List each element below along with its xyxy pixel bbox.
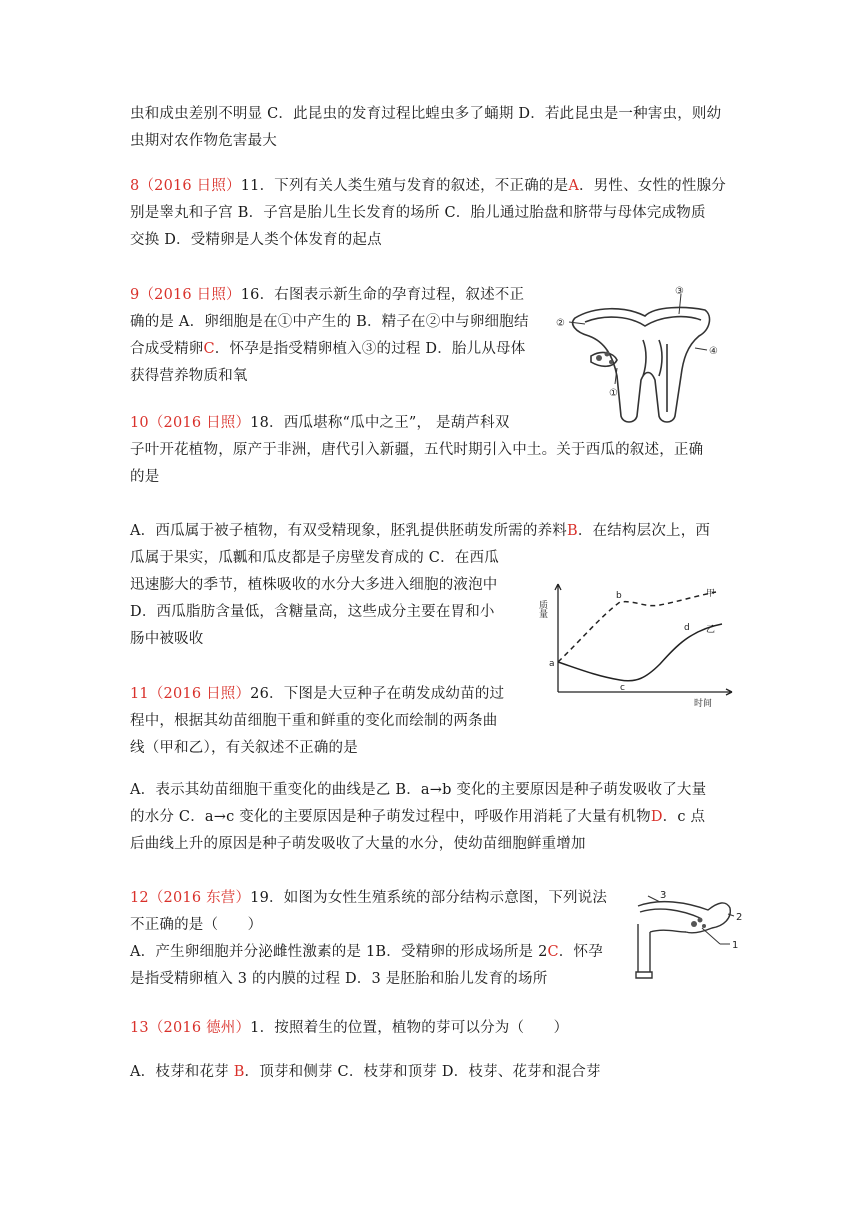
question-number: 8 — [130, 178, 140, 194]
text-line: 程中，根据其幼苗细胞干重和鲜重的变化而绘制的两条曲 — [130, 713, 498, 729]
text-segment: ．男性、女性的性腺分 — [578, 178, 726, 194]
text-line: 交换 D．受精卵是人类个体发育的起点 — [130, 232, 382, 248]
series-yi-curve — [558, 624, 722, 681]
question-13-options — [130, 1059, 601, 1086]
question-8 — [130, 173, 726, 254]
answer-letter: D — [650, 809, 663, 825]
text-segment: A．枝芽和花芽 — [130, 1064, 234, 1080]
text-line: 别是睾丸和子宫 B．子宫是胎儿生长发育的场所 C．胎儿通过胎盘和脐带与母体完成物质 — [130, 205, 706, 221]
text-line: 确的是 A．卵细胞是在①中产生的 B．精子在②中与卵细胞结 — [130, 314, 529, 330]
figure-label: ③ — [675, 286, 684, 297]
text-line: 不正确的是（ ） — [130, 917, 263, 933]
text-line: 迅速膨大的季节，植株吸收的水分大多进入细胞的液泡中 — [130, 577, 498, 593]
question-number: 9 — [130, 287, 140, 303]
text-segment: ．顶芽和侧芽 C．枝芽和顶芽 D．枝芽、花芽和混合芽 — [244, 1064, 601, 1080]
answer-letter: C — [547, 944, 559, 960]
text-segment: 11．下列有关人类生殖与发育的叙述，不正确的是 — [240, 178, 569, 194]
text-line: 肠中被吸收 — [130, 631, 204, 647]
question-source: （2016 日照） — [139, 178, 241, 194]
text-line: 线（甲和乙），有关叙述不正确的是 — [130, 740, 358, 756]
question-source: （2016 东营） — [148, 890, 251, 906]
text-line: 的是 — [130, 469, 160, 485]
question-number: 12 — [130, 890, 149, 906]
question-11 — [130, 681, 504, 762]
text-segment: A．西瓜属于被子植物，有双受精现象，胚乳提供胚萌发所需的养料 — [130, 523, 567, 539]
figure-label: 2 — [736, 912, 743, 923]
figure-label: ① — [609, 388, 618, 399]
figure-label: 3 — [660, 890, 667, 901]
question-source: （2016 日照） — [148, 415, 251, 431]
figure-label: 1 — [732, 940, 739, 951]
question-11-options — [130, 777, 706, 858]
text-segment: 的水分 C．a→c 变化的主要原因是种子萌发过程中，呼吸作用消耗了大量有机物 — [130, 809, 651, 825]
question-number: 11 — [130, 686, 149, 702]
point-label: a — [549, 659, 555, 669]
figure-label: ④ — [709, 346, 718, 357]
point-label: c — [620, 683, 625, 693]
question-9 — [130, 282, 529, 390]
female-reproductive-figure — [630, 888, 746, 980]
answer-letter: B — [566, 523, 578, 539]
question-10 — [130, 410, 703, 491]
question-source: （2016 德州） — [148, 1020, 251, 1036]
text-line: 子叶开花植物，原产于非洲，唐代引入新疆，五代时期引入中土。关于西瓜的叙述，正确 — [130, 442, 704, 458]
question-source: （2016 日照） — [148, 686, 251, 702]
text-segment: 19．如图为女性生殖系统的部分结构示意图，下列说法 — [250, 890, 608, 906]
answer-letter: A — [568, 178, 579, 194]
text-segment: 16．右图表示新生命的孕育过程，叙述不正 — [240, 287, 525, 303]
point-label: d — [684, 623, 690, 633]
series-label: 乙 — [706, 625, 716, 635]
question-number: 13 — [130, 1020, 149, 1036]
point-label: b — [616, 591, 622, 601]
continuation-text — [130, 101, 721, 155]
text-line: A．表示其幼苗细胞干重变化的曲线是乙 B．a→b 变化的主要原因是种子萌发吸收了大量 — [130, 782, 707, 798]
series-jia-curve — [558, 592, 716, 662]
text-line: 虫期对农作物危害最大 — [130, 133, 277, 149]
question-12 — [130, 885, 607, 993]
text-line: 获得营养物质和氧 — [130, 368, 248, 384]
seed-weight-chart — [536, 580, 736, 710]
question-source: （2016 日照） — [139, 287, 241, 303]
answer-letter: C — [203, 341, 215, 357]
text-segment: 1．按照着生的位置，植物的芽可以分为（ ） — [250, 1020, 569, 1036]
y-axis-label: 质量 — [537, 600, 547, 618]
question-13 — [130, 1015, 568, 1042]
figure-label: ② — [556, 318, 565, 329]
text-segment: ．怀孕 — [558, 944, 603, 960]
question-number: 10 — [130, 415, 149, 431]
text-segment: ．c 点 — [662, 809, 706, 825]
answer-letter: B — [233, 1064, 245, 1080]
text-segment: 18．西瓜堪称“瓜中之王”， 是葫芦科双 — [250, 415, 510, 431]
text-segment: A．产生卵细胞并分泌雌性激素的是 1B．受精卵的形成场所是 2 — [130, 944, 548, 960]
text-line: 瓜属于果实，瓜瓤和瓜皮都是子房壁发育成的 C．在西瓜 — [130, 550, 499, 566]
text-segment: ．怀孕是指受精卵植入③的过程 D．胎儿从母体 — [214, 341, 526, 357]
text-segment: ．在结构层次上，西 — [577, 523, 711, 539]
x-axis-label: 时间 — [694, 699, 713, 709]
text-line: 后曲线上升的原因是种子萌发吸收了大量的水分，使幼苗细胞鲜重增加 — [130, 836, 586, 852]
text-line: 虫和成虫差别不明显 C．此昆虫的发育过程比蝗虫多了蛹期 D．若此昆虫是一种害虫，则幼 — [130, 106, 722, 122]
text-segment: 合成受精卵 — [130, 341, 204, 357]
text-segment: 26．下图是大豆种子在萌发成幼苗的过 — [250, 686, 505, 702]
reproductive-system-figure — [555, 284, 725, 426]
series-label: 甲 — [706, 589, 716, 599]
text-line: D．西瓜脂肪含量低，含糖量高，这些成分主要在胃和小 — [130, 604, 495, 620]
text-line: 是指受精卵植入 3 的内膜的过程 D．3 是胚胎和胎儿发育的场所 — [130, 971, 548, 987]
